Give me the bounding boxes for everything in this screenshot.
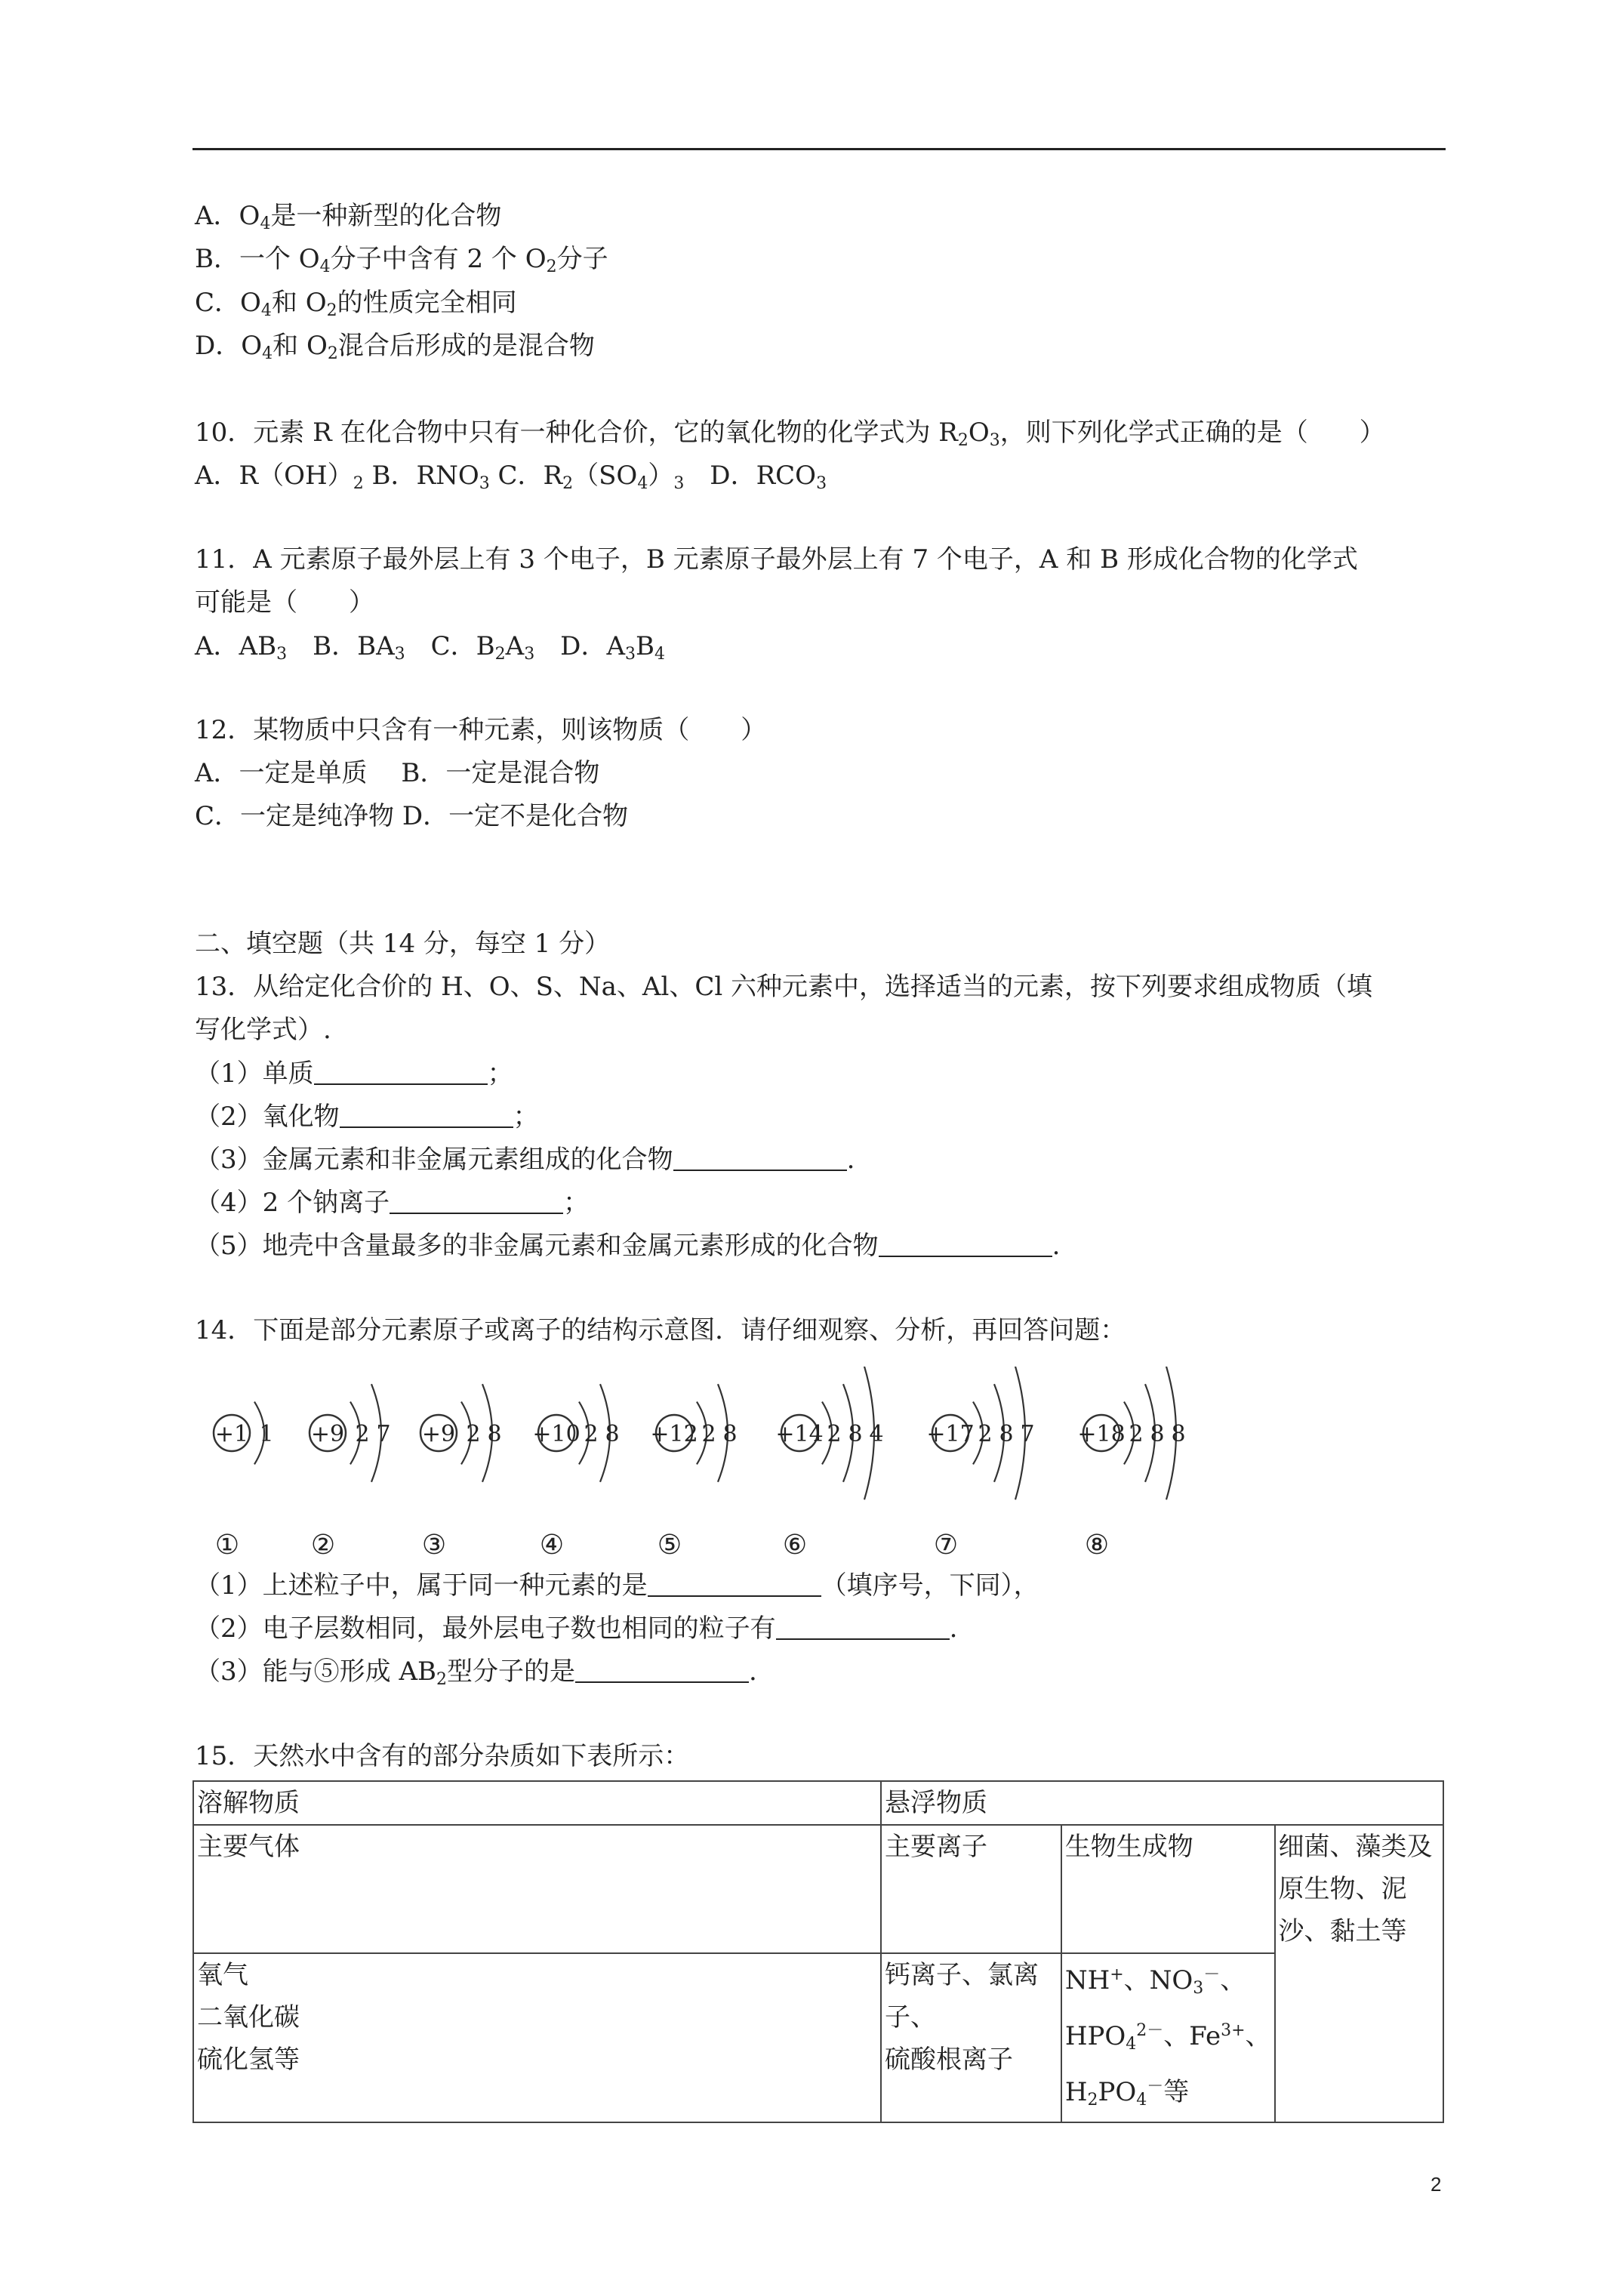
atom-diagram [214,1402,274,1561]
atom-diagram [420,1384,502,1561]
table-cell: 主要离子 [881,1825,1061,1953]
q9-option-b: B．一个 $O_4$分子中含有 2 个 $O_2$分子 [195,244,608,276]
q14-sub-3: （3）能与⑤形成 $AB_2$型分子的是 . [195,1657,757,1689]
shell-electron-count: 8 [1171,1421,1186,1447]
bio-line: NH+、$NO_3^-$、 [1064,1965,1246,1998]
q13-stem-line2: 写化学式）. [195,1015,331,1045]
q14-sub-2: （2）电子层数相同，最外层电子数也相同的粒子有 . [195,1613,958,1644]
gas-item: 氧气 [197,1960,248,1990]
answer-blank[interactable] [648,1574,821,1597]
shell-electron-count: 2 [701,1421,716,1447]
q11-options: A．$AB_3$ B．$BA_3$ C．$B_2A_3$ D．$A_3B_4$ [195,631,666,664]
shell-electron-count: 8 [605,1421,620,1447]
shell-electron-count: 2 [355,1421,370,1447]
table-cell: 细菌、藻类及原生物、泥沙、黏土等 [1275,1825,1443,2122]
answer-blank[interactable] [314,1062,488,1085]
q11-stem-line2: 可能是（ ） [195,587,374,618]
q14-sub-1: （1）上述粒子中，属于同一种元素的是 （填序号，下同）， [195,1570,1039,1601]
impurities-table [192,1780,1444,2123]
q12-options-line2: C．一定是纯净物 D．一定不是化合物 [195,801,629,831]
table-cell: 主要气体 [193,1825,881,1953]
nucleus-charge: +17 [926,1421,975,1447]
q10-options: A．$R(OH)_2$ B．$RNO_3$ C．$R_2(SO_4)_3$ D．$RCO_3$ [195,461,827,493]
diagram-label: ③ [421,1530,447,1561]
nucleus-charge: +12 [650,1421,698,1447]
shell-electron-count: 8 [1150,1421,1165,1447]
atom-diagram [775,1367,883,1561]
shell-electron-count: 8 [999,1421,1014,1447]
table-header-cell: 溶解物质 [193,1781,881,1825]
nucleus-charge: +18 [1077,1421,1126,1447]
q13-stem-line1: 13．从给定化合价的 H、O、S、Na、Al、Cl 六种元素中，选择适当的元素，按下列要求组成物质（填 [195,972,1373,1002]
shell-electron-count: 8 [848,1421,863,1447]
diagram-label: ④ [539,1530,565,1561]
answer-blank[interactable] [390,1191,563,1214]
header-rule [192,148,1446,150]
bio-line: $H_2PO_4^-$等 [1064,2077,1190,2110]
q14-stem: 14．下面是部分元素原子或离子的结构示意图．请仔细观察、分析，再回答问题： [195,1315,1126,1345]
gas-item: 二氧化碳 [197,2002,300,2032]
table-cell [881,1953,1061,2122]
answer-blank[interactable] [673,1148,847,1171]
q10-stem: 10．元素 R 在化合物中只有一种化合价，它的氧化物的化学式为 $R_2O_3$，则下列化学式正确的是（ ） [195,418,1385,450]
atom-diagram [926,1367,1034,1561]
q12-options-line1: A．一定是单质 B．一定是混合物 [195,758,600,788]
atom-diagram [532,1384,619,1561]
q13-item-4: （4）2 个钠离子 ； [195,1188,590,1218]
table-row [193,1953,1443,2122]
table-cell [193,1953,881,2122]
q12-stem: 12．某物质中只含有一种元素，则该物质（ ） [195,715,767,745]
ion-item: 硫酸根离子 [885,2045,1014,2075]
shell-electron-count: 7 [1020,1421,1035,1447]
bio-line: $HPO_4^{2-}$、$Fe^{3+}$、 [1064,2021,1271,2054]
q11-stem-line1: 11．A 元素原子最外层上有 3 个电子，B 元素原子最外层上有 7 个电子，A 和 B 形成化合物的化学式 [195,544,1358,575]
q13-item-1: （1）单质 ； [195,1059,513,1089]
diagram-label: ⑤ [657,1530,682,1561]
diagram-label: ⑧ [1084,1530,1110,1561]
shell-electron-count: 2 [466,1421,481,1447]
table-cell: 生物生成物 [1061,1825,1275,1953]
shell-electron-count: 2 [978,1421,993,1447]
ion-item: 钙离子、氯离 [885,1960,1039,1990]
nucleus-charge: +9 [421,1421,456,1447]
q13-item-5: （5）地壳中含量最多的非金属元素和金属元素形成的化合物 . [195,1231,1061,1261]
shell-electron-count: 2 [1129,1421,1144,1447]
atom-diagram [650,1384,737,1561]
atomic-structure-diagrams [192,1367,1249,1578]
q15-stem: 15．天然水中含有的部分杂质如下表所示： [195,1741,690,1771]
shell-electron-count: 2 [584,1421,599,1447]
shell-electron-count: 1 [259,1421,274,1447]
atom-diagram [1077,1367,1185,1561]
atom-diagram [310,1384,391,1561]
answer-blank[interactable] [879,1234,1052,1257]
section-title: 二、填空题（共 14 分，每空 1 分） [195,929,611,959]
answer-blank[interactable] [575,1660,749,1683]
table-header-cell: 悬浮物质 [881,1781,1443,1825]
page-number: 2 [1431,2173,1442,2196]
diagram-label: ⑦ [933,1530,959,1561]
q13-item-2: （2）氧化物 ； [195,1102,539,1132]
shell-electron-count: 2 [827,1421,842,1447]
gas-item: 硫化氢等 [197,2045,300,2075]
diagram-label: ② [310,1530,336,1561]
shell-electron-count: 7 [376,1421,391,1447]
shell-electron-count: 4 [869,1421,884,1447]
q9-option-d: D．$O_4$和 $O_2$混合后形成的是混合物 [195,331,595,363]
shell-electron-count: 8 [487,1421,502,1447]
nucleus-charge: +10 [532,1421,581,1447]
shell-electron-count: 8 [722,1421,738,1447]
nucleus-charge: +14 [775,1421,824,1447]
answer-blank[interactable] [340,1105,513,1128]
diagram-label: ① [214,1530,240,1561]
answer-blank[interactable] [776,1617,950,1640]
diagram-label: ⑥ [782,1530,808,1561]
table-row [193,1781,1443,1825]
q9-option-c: C．$O_4$和 $O_2$的性质完全相同 [195,288,517,320]
nucleus-charge: +1 [214,1421,249,1447]
table-row [193,1825,1443,1953]
table-cell [1061,1953,1275,2122]
ion-item: 子、 [885,2002,937,2032]
q9-option-a: A．$O_4$是一种新型的化合物 [195,201,502,233]
nucleus-charge: +9 [310,1421,345,1447]
q13-item-3: （3）金属元素和非金属元素组成的化合物 . [195,1145,855,1175]
